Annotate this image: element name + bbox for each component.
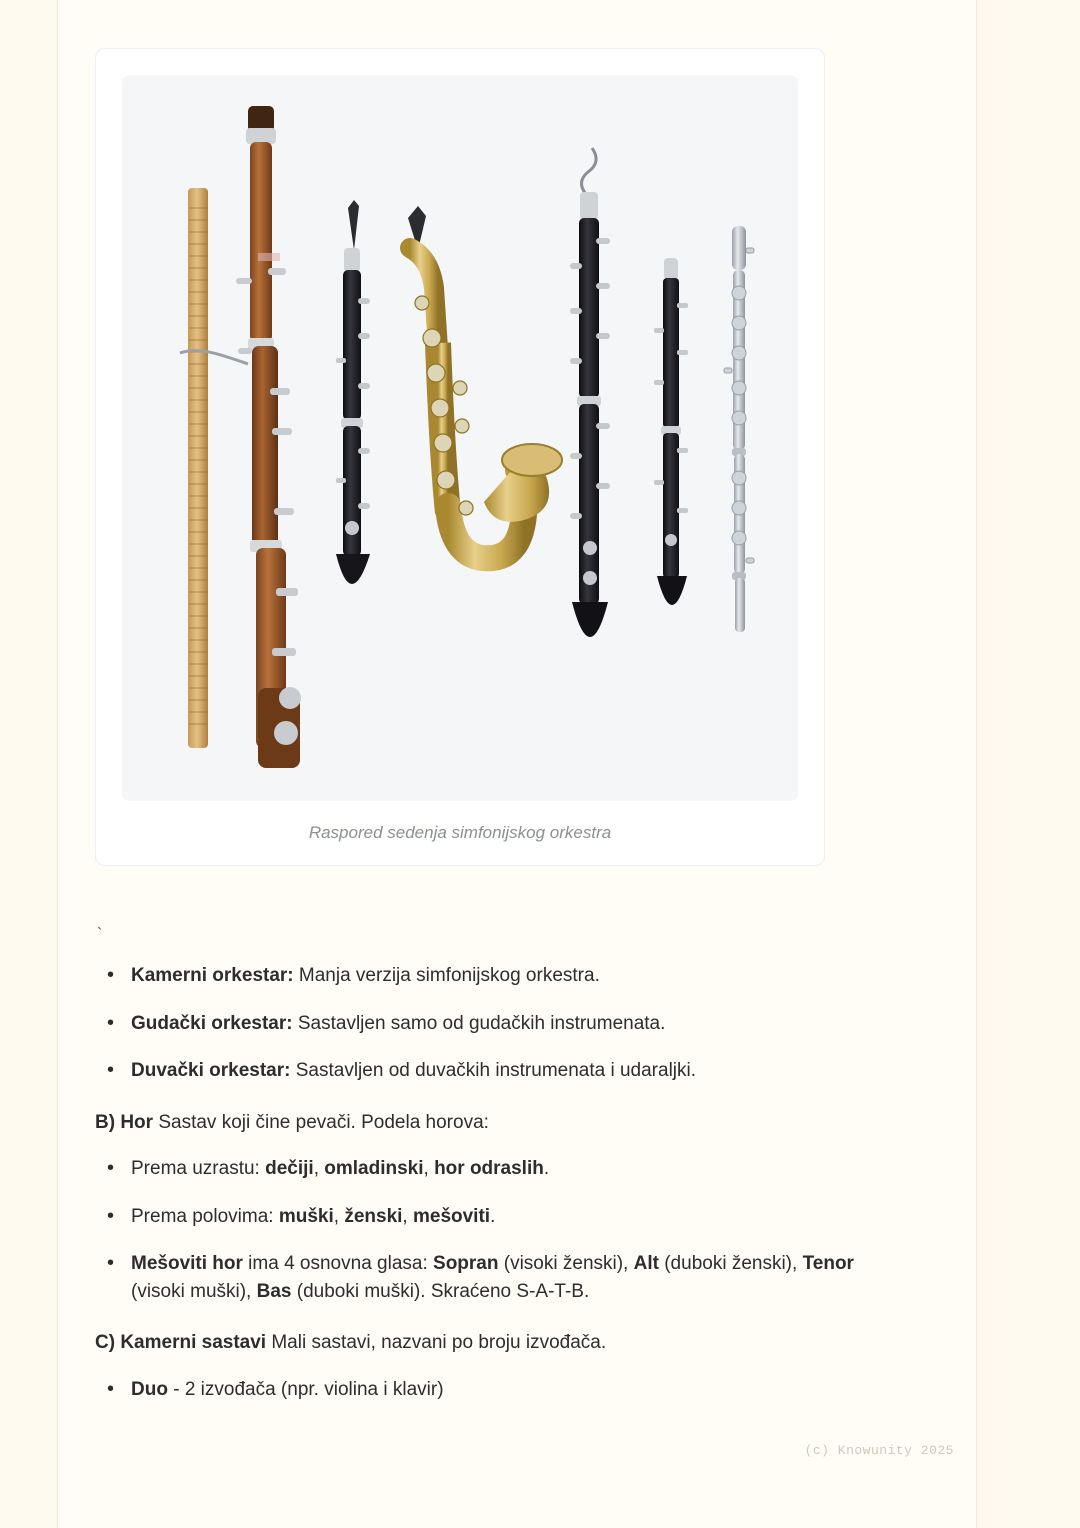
list-item-text: Manja verzija simfonijskog orkestra. — [293, 965, 600, 986]
list-item — [95, 1250, 885, 1305]
figure-caption: Raspored sedenja simfonijskog orkestra — [308, 823, 612, 842]
figure-image — [122, 75, 798, 801]
plain-text: (duboki ženski), — [658, 1253, 803, 1275]
document-page — [57, 0, 977, 1528]
plain-text: . — [543, 1158, 550, 1180]
stray-mark: ` — [97, 926, 103, 943]
emphasis-text: Tenor — [802, 1253, 854, 1275]
plain-text: (visoki ženski), — [498, 1253, 634, 1275]
list-item — [95, 962, 885, 990]
list-item-lead: Prema polovima: — [131, 1205, 279, 1227]
emphasis-text: Duo — [131, 1378, 168, 1400]
list-item-text: Sastavljen samo od gudačkih instrumenata. — [292, 1012, 666, 1034]
list-item-rich — [279, 1206, 496, 1227]
plain-text: (visoki muški), — [131, 1280, 257, 1302]
plain-text: , — [423, 1158, 435, 1180]
saxophone — [408, 206, 562, 558]
oboe — [570, 148, 610, 637]
section-c-label: C) Kamerni sastavi — [95, 1332, 267, 1354]
section-c-text: Mali sastavi, nazvani po broju izvođača. — [266, 1332, 607, 1354]
list-item-rich — [265, 1158, 549, 1179]
wood-rod — [188, 188, 208, 748]
emphasis-text: muški — [278, 1205, 334, 1227]
flute — [724, 226, 754, 632]
list-item-term: Gudački orkestar: — [131, 1012, 293, 1034]
emphasis-text: hor odraslih — [434, 1158, 544, 1180]
list-item-rich — [131, 1253, 854, 1302]
emphasis-text: dečiji — [265, 1158, 314, 1180]
section-b-text: Sastav koji čine pevači. Podela horova: — [153, 1111, 489, 1133]
emphasis-text: mešoviti — [412, 1205, 491, 1227]
list-item-rich — [131, 1379, 444, 1400]
list-item — [95, 1376, 885, 1404]
orchestra-list — [95, 962, 885, 1085]
choir-list — [95, 1155, 885, 1305]
watermark: (c) Knowunity 2025 — [804, 1443, 954, 1458]
plain-text: - 2 izvođača (npr. violina i klavir) — [167, 1378, 444, 1400]
section-c-paragraph — [95, 1329, 885, 1358]
figure-card — [95, 48, 825, 866]
ensemble-list — [95, 1376, 885, 1404]
list-item — [95, 1010, 885, 1038]
list-item-text: Sastavljen od duvačkih instrumenata i udaraljki. — [290, 1060, 697, 1082]
plain-text: , — [333, 1205, 345, 1227]
instruments-illustration — [140, 88, 780, 788]
emphasis-text: omladinski — [324, 1158, 424, 1180]
list-item — [95, 1155, 885, 1183]
plain-text: , — [313, 1158, 325, 1180]
plain-text: , — [402, 1205, 413, 1227]
list-item-lead: Prema uzrastu: — [131, 1158, 266, 1180]
emphasis-text: Mešoviti hor — [131, 1253, 243, 1275]
plain-text: (duboki muški). Skraćeno S-A-T-B. — [291, 1280, 590, 1302]
clarinet — [336, 200, 370, 584]
section-b-paragraph — [95, 1109, 885, 1138]
list-item-term: Kamerni orkestar: — [131, 965, 294, 986]
list-item-term: Duvački orkestar: — [131, 1060, 291, 1082]
list-item — [95, 1203, 885, 1231]
plain-text: . — [490, 1205, 496, 1227]
emphasis-text: ženski — [344, 1205, 403, 1227]
plain-text: ima 4 osnovna glasa: — [242, 1253, 434, 1275]
emphasis-text: Alt — [633, 1253, 659, 1275]
oboe-small — [654, 258, 688, 605]
section-b-label: B) Hor — [95, 1111, 154, 1133]
emphasis-text: Bas — [256, 1280, 292, 1302]
emphasis-text: Sopran — [433, 1253, 499, 1275]
list-item — [95, 1057, 885, 1085]
document-content — [95, 48, 885, 1423]
